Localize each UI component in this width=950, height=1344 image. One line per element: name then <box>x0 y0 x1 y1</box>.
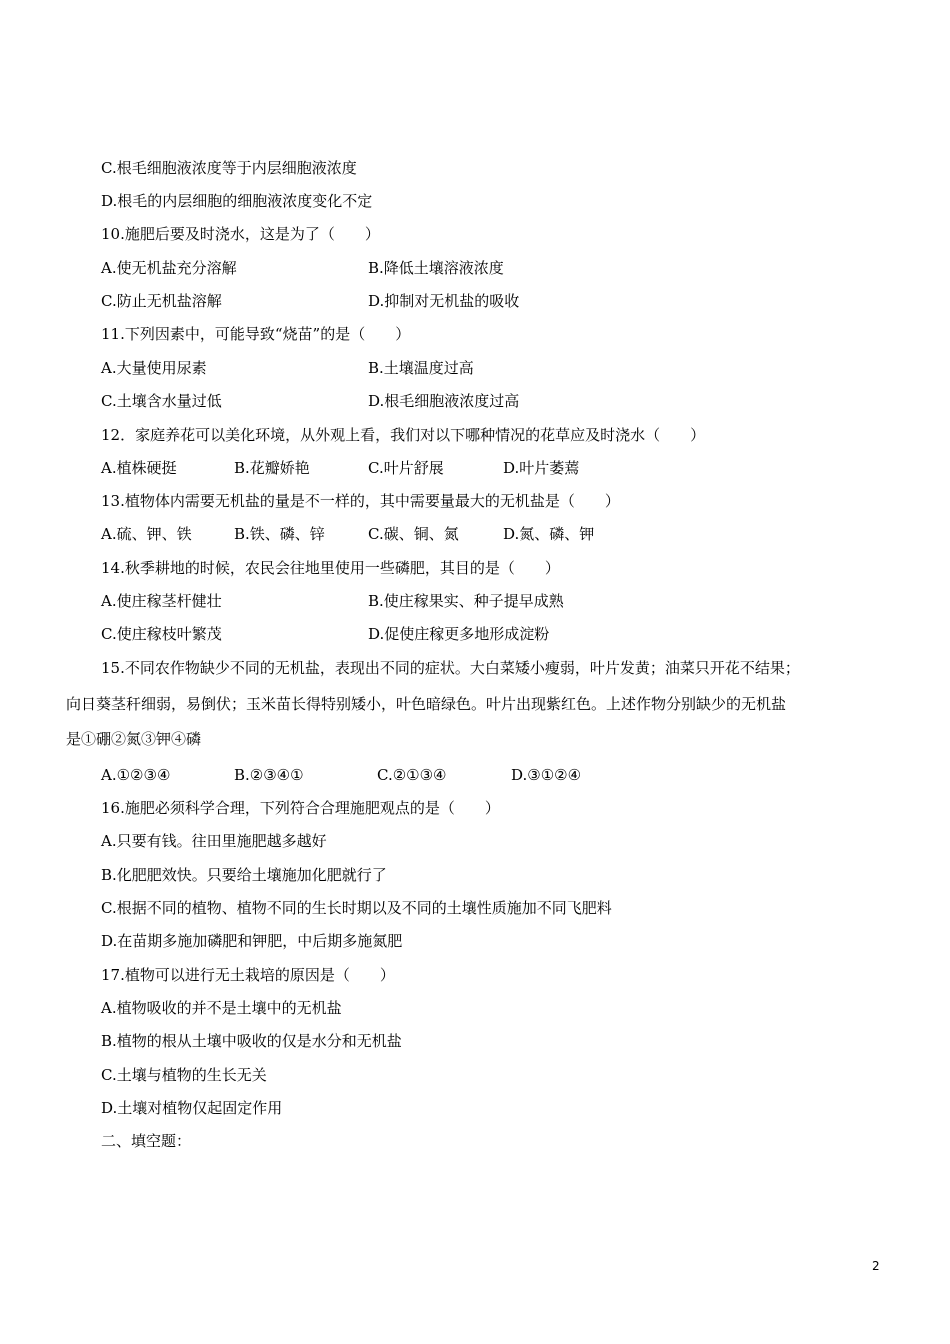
q11-option-d: D.根毛细胞液浓度过高 <box>368 392 520 410</box>
q13-option-b: B.铁、磷、锌 <box>234 525 325 543</box>
q15-option-a: A.①②③④ <box>101 766 171 784</box>
q12-stem: 12．家庭养花可以美化环境，从外观上看，我们对以下哪种情况的花草应及时浇水（ ） <box>101 426 706 444</box>
q16-option-b: B.化肥肥效快。只要给土壤施加化肥就行了 <box>101 866 387 884</box>
q17-option-d: D.土壤对植物仅起固定作用 <box>101 1099 283 1117</box>
q17-option-b: B.植物的根从土壤中吸收的仅是水分和无机盐 <box>101 1032 402 1050</box>
q16-stem: 16.施肥必须科学合理，下列符合合理施肥观点的是（ ） <box>101 799 500 817</box>
q10-option-c: C.防止无机盐溶解 <box>101 292 222 310</box>
q9-option-c: C.根毛细胞液浓度等于内层细胞液浓度 <box>101 159 357 177</box>
q11-option-b: B.土壤温度过高 <box>368 359 474 377</box>
q14-option-b: B.使庄稼果实、种子提早成熟 <box>368 592 564 610</box>
q15-stem-line-1: 15.不同农作物缺少不同的无机盐，表现出不同的症状。大白菜矮小瘦弱，叶片发黄；油菜只开花不结果； <box>101 659 800 677</box>
q11-stem: 11.下列因素中，可能导致“烧苗”的是（ ） <box>101 325 411 343</box>
q16-option-d: D.在苗期多施加磷肥和钾肥，中后期多施氮肥 <box>101 932 403 950</box>
q15-option-b: B.②③④① <box>234 766 304 784</box>
q10-option-b: B.降低土壤溶液浓度 <box>368 259 504 277</box>
q17-stem: 17.植物可以进行无土栽培的原因是（ ） <box>101 966 395 984</box>
q13-option-d: D.氮、磷、钾 <box>503 525 595 543</box>
q12-option-a: A.植株硬挺 <box>101 459 177 477</box>
q12-option-c: C.叶片舒展 <box>368 459 444 477</box>
q17-option-c: C.土壤与植物的生长无关 <box>101 1066 267 1084</box>
q15-stem-line-3: 是①硼②氮③钾④磷 <box>66 730 202 748</box>
q15-option-d: D.③①②④ <box>511 766 582 784</box>
q14-option-d: D.促使庄稼更多地形成淀粉 <box>368 625 550 643</box>
q13-option-a: A.硫、钾、铁 <box>101 525 192 543</box>
q11-option-c: C.土壤含水量过低 <box>101 392 222 410</box>
q15-stem-line-2: 向日葵茎秆细弱，易倒伏；玉米苗长得特别矮小，叶色暗绿色。叶片出现紫红色。上述作物分别缺少的无机盐 <box>66 695 787 713</box>
q15-option-c: C.②①③④ <box>377 766 447 784</box>
q16-option-a: A.只要有钱。往田里施肥越多越好 <box>101 832 327 850</box>
q9-option-d: D.根毛的内层细胞的细胞液浓度变化不定 <box>101 192 373 210</box>
q16-option-c: C.根据不同的植物、植物不同的生长时期以及不同的土壤性质施加不同飞肥料 <box>101 899 612 917</box>
q13-option-c: C.碳、铜、氮 <box>368 525 459 543</box>
q12-option-d: D.叶片萎蔫 <box>503 459 580 477</box>
q11-option-a: A.大量使用尿素 <box>101 359 207 377</box>
q10-stem: 10.施肥后要及时浇水，这是为了（ ） <box>101 225 380 243</box>
q17-option-a: A.植物吸收的并不是土壤中的无机盐 <box>101 999 342 1017</box>
page-number: 2 <box>872 1259 880 1273</box>
q10-option-d: D.抑制对无机盐的吸收 <box>368 292 520 310</box>
q14-option-a: A.使庄稼茎杆健壮 <box>101 592 222 610</box>
q12-option-b: B.花瓣娇艳 <box>234 459 310 477</box>
q10-option-a: A.使无机盐充分溶解 <box>101 259 237 277</box>
q14-stem: 14.秋季耕地的时候，农民会往地里使用一些磷肥，其目的是（ ） <box>101 559 560 577</box>
q14-option-c: C.使庄稼枝叶繁茂 <box>101 625 222 643</box>
section-heading-fill-in: 二、填空题： <box>101 1132 192 1150</box>
q13-stem: 13.植物体内需要无机盐的量是不一样的，其中需要量最大的无机盐是（ ） <box>101 492 620 510</box>
